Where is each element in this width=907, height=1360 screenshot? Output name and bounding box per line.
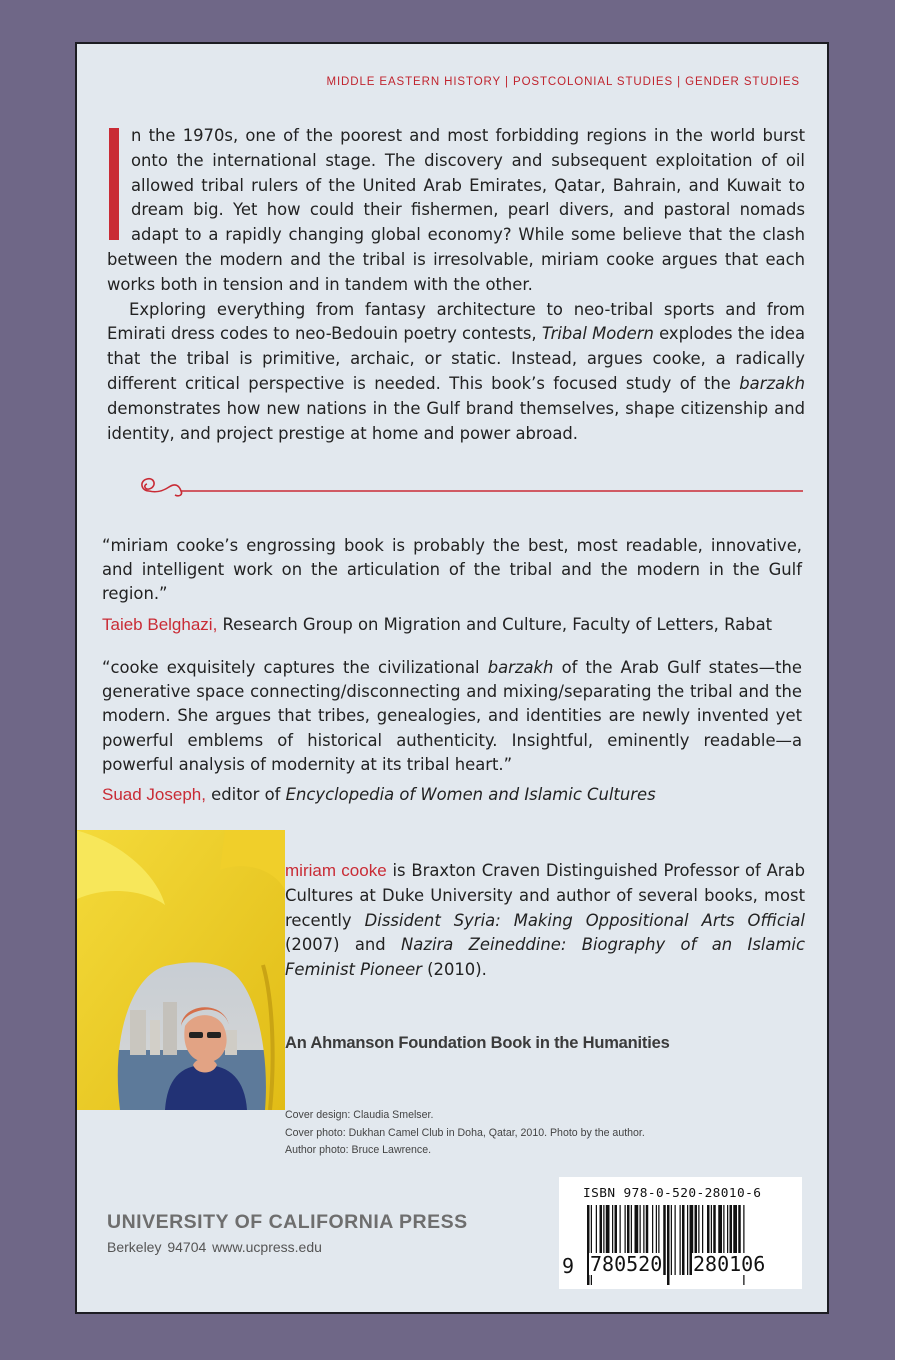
blurb-p2-c: demonstrates how new nations in the Gulf brand themselves, shape citizenship and identity, and project prestige at home and power abroad. bbox=[107, 398, 805, 443]
quote-2-text-a: “cooke exquisitely captures the civilizational bbox=[102, 658, 488, 677]
publisher-address: Berkeley 94704 www.ucpress.edu bbox=[107, 1239, 322, 1255]
barcode-digits-left: 780520 bbox=[590, 1252, 663, 1276]
bio-text-c: (2010). bbox=[421, 960, 487, 980]
quote-1-author: Taieb Belghazi, bbox=[102, 614, 218, 634]
ahmanson-note: An Ahmanson Foundation Book in the Humanities bbox=[285, 1034, 670, 1052]
blurb-p1-text: n the 1970s, one of the poorest and most forbidding regions in the world burst onto the international stage. The discovery and subsequent exploitation of oil allowed tribal rulers of the United Arab Emirates, Qatar, Bahrain, and Kuwait to dream big. Yet how could their fishermen, pearl divers, and pastoral nomads adapt to a rapidly changing global economy? While some believe that the clash between the modern and the tribal is irresolvable, miriam cooke argues that each works both in tension and in tandem with the other. bbox=[107, 126, 805, 294]
credit-author-photo: Author photo: Bruce Lawrence. bbox=[285, 1144, 432, 1156]
bio-text-b: (2007) and bbox=[285, 935, 402, 955]
quote-1-attribution bbox=[102, 613, 802, 637]
barcode-digits bbox=[559, 1239, 802, 1285]
publisher-name: UNIVERSITY OF CALIFORNIA PRESS bbox=[107, 1211, 468, 1233]
author-name: miriam cooke bbox=[285, 861, 387, 880]
quote-2-author: Suad Joseph, bbox=[102, 785, 206, 805]
quote-2-term: barzakh bbox=[487, 658, 554, 677]
barcode-digits-right: 280106 bbox=[693, 1252, 766, 1276]
quote-2-affiliation: editor of bbox=[205, 785, 286, 805]
isbn-label: ISBN 978-0-520-28010-6 bbox=[583, 1186, 762, 1201]
author-photo-illustration bbox=[75, 830, 285, 1110]
author-bio bbox=[285, 859, 805, 983]
credit-photo: Cover photo: Dukhan Camel Club in Doha, Qatar, 2010. Photo by the author. bbox=[285, 1126, 645, 1139]
cover-credits bbox=[285, 1107, 645, 1160]
author-photo bbox=[75, 830, 285, 1110]
book-title-italic: Tribal Modern bbox=[541, 324, 654, 344]
quote-2-text-b: of the Arab Gulf states—the generative space connecting/disconnecting and mixing/separating the tribal and the modern. She argues that tribes, genealogies, and identities are newly invented yet powerful emblems of historical authenticity. Insightful, eminently readable—a powerful analysis of modernity at its tribal heart.” bbox=[102, 658, 802, 774]
page-edge bbox=[895, 0, 907, 1360]
quote-1-text: “miriam cooke’s engrossing book is probably the best, most readable, innovative, and intelligent work on the articulation of the tribal and the modern in the Gulf region.” bbox=[102, 536, 802, 604]
drop-cap-bar bbox=[109, 128, 119, 240]
endorsement-quote-2 bbox=[102, 656, 802, 807]
credit-design: Cover design: Claudia Smelser. bbox=[285, 1109, 434, 1121]
quote-2-attribution bbox=[102, 783, 802, 807]
blurb-p2-b: explodes the idea that the tribal is primitive, archaic, or static. Instead, argues cooke, a radically different critical perspective is needed. This book’s focused study of the bbox=[107, 324, 805, 393]
barcode-digit-lead: 9 bbox=[562, 1254, 575, 1278]
quote-2-text bbox=[102, 656, 802, 777]
back-cover bbox=[75, 42, 829, 1314]
quote-1-affiliation: Research Group on Migration and Culture, Faculty of Letters, Rabat bbox=[217, 614, 773, 634]
blurb-paragraph-1 bbox=[107, 124, 805, 298]
ornamental-divider bbox=[135, 469, 805, 509]
blurb-paragraph-2 bbox=[107, 298, 805, 447]
subject-categories: MIDDLE EASTERN HISTORY | POSTCOLONIAL STUDIES | GENDER STUDIES bbox=[326, 76, 800, 88]
blurb-p2-a: Exploring everything from fantasy architecture to neo-tribal sports and from Emirati dress codes to neo-Bedouin poetry contests, bbox=[107, 299, 805, 344]
bio-book-2: Nazira Zeineddine: Biography of an Islamic Feminist Pioneer bbox=[285, 935, 805, 980]
bio-book-1: Dissident Syria: Making Oppositional Arts Official bbox=[364, 910, 805, 930]
endorsement-quote-1 bbox=[102, 534, 802, 637]
barzakh-term: barzakh bbox=[739, 373, 805, 393]
quote-2-work-title: Encyclopedia of Women and Islamic Cultures bbox=[285, 785, 656, 805]
isbn-barcode bbox=[559, 1177, 802, 1289]
description-blurb bbox=[107, 124, 805, 446]
bio-text-a: is Braxton Craven Distinguished Professor of Arab Cultures at Duke University and author of several books, most recently bbox=[285, 861, 805, 930]
